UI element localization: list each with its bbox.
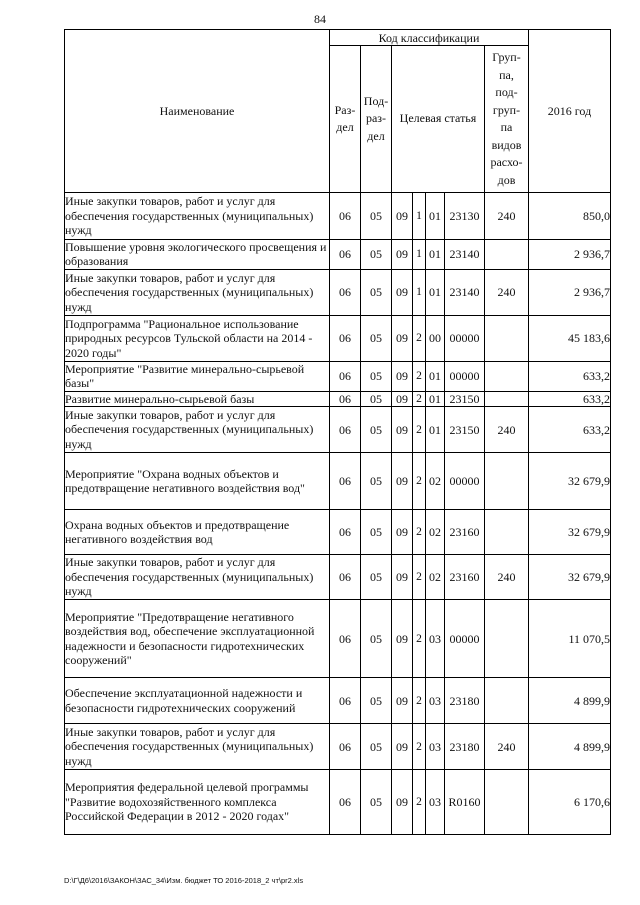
cell-program: 09 <box>392 600 413 678</box>
cell-amount: 633,2 <box>529 407 611 453</box>
table-row <box>65 770 611 835</box>
cell-program: 09 <box>392 678 413 724</box>
cell-direction: 23140 <box>445 269 485 315</box>
cell-event: 00 <box>426 315 445 361</box>
header-name: Наименование <box>65 30 330 193</box>
cell-subprogram: 1 <box>413 269 426 315</box>
cell-razdel: 06 <box>330 510 361 555</box>
cell-subprogram: 2 <box>413 600 426 678</box>
cell-direction: 23160 <box>445 555 485 600</box>
cell-podrazdel: 05 <box>361 240 392 270</box>
cell-expense-type <box>485 391 529 406</box>
cell-direction: 23140 <box>445 240 485 270</box>
cell-subprogram: 2 <box>413 510 426 555</box>
cell-amount: 633,2 <box>529 361 611 391</box>
cell-podrazdel: 05 <box>361 600 392 678</box>
cell-program: 09 <box>392 361 413 391</box>
row-name: Иные закупки товаров, работ и услуг для обеспечения государственных (муниципальных) нужд <box>65 193 330 240</box>
cell-program: 09 <box>392 193 413 240</box>
cell-direction: 23150 <box>445 391 485 406</box>
cell-expense-type <box>485 510 529 555</box>
cell-razdel: 06 <box>330 391 361 406</box>
page-number: 84 <box>314 12 326 26</box>
header-section: Раз- дел <box>330 46 361 193</box>
row-name: Мероприятие "Развитие минерально-сырьевой базы" <box>65 361 330 391</box>
table-row <box>65 453 611 510</box>
cell-amount: 11 070,5 <box>529 600 611 678</box>
cell-amount: 4 899,9 <box>529 724 611 770</box>
cell-razdel: 06 <box>330 361 361 391</box>
cell-amount: 32 679,9 <box>529 555 611 600</box>
cell-amount: 633,2 <box>529 391 611 406</box>
table-row <box>65 361 611 391</box>
table-row <box>65 269 611 315</box>
cell-subprogram: 2 <box>413 407 426 453</box>
row-name: Иные закупки товаров, работ и услуг для обеспечения государственных (муниципальных) нужд <box>65 555 330 600</box>
cell-program: 09 <box>392 510 413 555</box>
table-row <box>65 407 611 453</box>
row-name: Мероприятие "Охрана водных объектов и предотвращение негативного воздействия вод" <box>65 453 330 510</box>
cell-event: 02 <box>426 510 445 555</box>
cell-razdel: 06 <box>330 555 361 600</box>
cell-podrazdel: 05 <box>361 770 392 835</box>
cell-event: 01 <box>426 240 445 270</box>
cell-razdel: 06 <box>330 724 361 770</box>
cell-podrazdel: 05 <box>361 453 392 510</box>
cell-podrazdel: 05 <box>361 510 392 555</box>
cell-event: 01 <box>426 361 445 391</box>
cell-expense-type <box>485 678 529 724</box>
row-name: Охрана водных объектов и предотвращение негативного воздействия вод <box>65 510 330 555</box>
cell-program: 09 <box>392 315 413 361</box>
row-name: Иные закупки товаров, работ и услуг для обеспечения государственных (муниципальных) нужд <box>65 269 330 315</box>
table-row <box>65 193 611 240</box>
cell-direction: 23180 <box>445 724 485 770</box>
cell-direction: R0160 <box>445 770 485 835</box>
cell-expense-type <box>485 315 529 361</box>
cell-podrazdel: 05 <box>361 193 392 240</box>
row-name: Обеспечение эксплуатационной надежности и безопасности гидротехнических сооружений <box>65 678 330 724</box>
cell-direction: 00000 <box>445 315 485 361</box>
cell-razdel: 06 <box>330 453 361 510</box>
header-group: Груп- па, под- груп- па видов расхо- дов <box>485 46 529 193</box>
row-name: Повышение уровня экологического просвещения и образования <box>65 240 330 270</box>
cell-subprogram: 2 <box>413 315 426 361</box>
header-classification: Код классификации <box>330 30 529 46</box>
header-subsection: Под- раз- дел <box>361 46 392 193</box>
table-row <box>65 678 611 724</box>
cell-amount: 850,0 <box>529 193 611 240</box>
cell-expense-type: 240 <box>485 193 529 240</box>
cell-program: 09 <box>392 724 413 770</box>
cell-expense-type: 240 <box>485 269 529 315</box>
cell-event: 01 <box>426 193 445 240</box>
cell-razdel: 06 <box>330 269 361 315</box>
cell-amount: 45 183,6 <box>529 315 611 361</box>
cell-razdel: 06 <box>330 240 361 270</box>
cell-podrazdel: 05 <box>361 555 392 600</box>
cell-podrazdel: 05 <box>361 391 392 406</box>
cell-amount: 4 899,9 <box>529 678 611 724</box>
row-name: Подпрограмма "Рациональное использование природных ресурсов Тульской области на 2014 - 2020 годы" <box>65 315 330 361</box>
cell-amount: 32 679,9 <box>529 453 611 510</box>
cell-amount: 32 679,9 <box>529 510 611 555</box>
row-name: Мероприятие "Предотвращение негативного воздействия вод, обеспечение эксплуатационной надежности и безопасности гидротехнических сооружений" <box>65 600 330 678</box>
table-header <box>65 30 611 193</box>
cell-podrazdel: 05 <box>361 269 392 315</box>
cell-event: 01 <box>426 407 445 453</box>
cell-program: 09 <box>392 391 413 406</box>
cell-direction: 00000 <box>445 600 485 678</box>
cell-amount: 6 170,6 <box>529 770 611 835</box>
cell-program: 09 <box>392 555 413 600</box>
cell-podrazdel: 05 <box>361 407 392 453</box>
cell-event: 03 <box>426 600 445 678</box>
cell-expense-type: 240 <box>485 407 529 453</box>
cell-event: 01 <box>426 269 445 315</box>
cell-razdel: 06 <box>330 770 361 835</box>
table-row <box>65 724 611 770</box>
cell-event: 03 <box>426 770 445 835</box>
cell-razdel: 06 <box>330 315 361 361</box>
table-row <box>65 555 611 600</box>
cell-podrazdel: 05 <box>361 678 392 724</box>
cell-expense-type <box>485 600 529 678</box>
cell-subprogram: 2 <box>413 391 426 406</box>
budget-table <box>64 29 611 835</box>
cell-expense-type <box>485 453 529 510</box>
cell-subprogram: 2 <box>413 770 426 835</box>
cell-podrazdel: 05 <box>361 315 392 361</box>
row-name: Развитие минерально-сырьевой базы <box>65 391 330 406</box>
cell-razdel: 06 <box>330 193 361 240</box>
cell-event: 02 <box>426 453 445 510</box>
table-row <box>65 315 611 361</box>
header-year: 2016 год <box>529 30 611 193</box>
header-target: Целевая статья <box>392 46 485 193</box>
cell-razdel: 06 <box>330 407 361 453</box>
cell-expense-type: 240 <box>485 724 529 770</box>
cell-subprogram: 2 <box>413 724 426 770</box>
cell-podrazdel: 05 <box>361 724 392 770</box>
cell-subprogram: 2 <box>413 555 426 600</box>
cell-direction: 23150 <box>445 407 485 453</box>
cell-direction: 00000 <box>445 453 485 510</box>
file-path-footer: D:\Г\Д6\2016\ЗАКОН\ЗАС_34\Изм. бюджет ТО 2016-2018_2 чт\pr2.xls <box>64 876 304 885</box>
cell-subprogram: 1 <box>413 193 426 240</box>
cell-subprogram: 1 <box>413 240 426 270</box>
cell-event: 01 <box>426 391 445 406</box>
cell-subprogram: 2 <box>413 678 426 724</box>
cell-subprogram: 2 <box>413 453 426 510</box>
cell-program: 09 <box>392 407 413 453</box>
row-name: Иные закупки товаров, работ и услуг для обеспечения государственных (муниципальных) нужд <box>65 724 330 770</box>
cell-expense-type <box>485 770 529 835</box>
cell-podrazdel: 05 <box>361 361 392 391</box>
cell-expense-type: 240 <box>485 555 529 600</box>
table-body <box>65 193 611 835</box>
cell-direction: 23130 <box>445 193 485 240</box>
cell-program: 09 <box>392 770 413 835</box>
table-row <box>65 391 611 406</box>
cell-amount: 2 936,7 <box>529 240 611 270</box>
row-name: Иные закупки товаров, работ и услуг для обеспечения государственных (муниципальных) нужд <box>65 407 330 453</box>
cell-event: 02 <box>426 555 445 600</box>
cell-razdel: 06 <box>330 678 361 724</box>
cell-direction: 00000 <box>445 361 485 391</box>
cell-direction: 23160 <box>445 510 485 555</box>
cell-expense-type <box>485 361 529 391</box>
cell-event: 03 <box>426 678 445 724</box>
table-row <box>65 240 611 270</box>
row-name: Мероприятия федеральной целевой программы "Развитие водохозяйственного комплекса Российской Федерации в 2012 - 2020 годах" <box>65 770 330 835</box>
table-row <box>65 600 611 678</box>
cell-program: 09 <box>392 269 413 315</box>
cell-program: 09 <box>392 453 413 510</box>
cell-program: 09 <box>392 240 413 270</box>
cell-amount: 2 936,7 <box>529 269 611 315</box>
cell-razdel: 06 <box>330 600 361 678</box>
cell-direction: 23180 <box>445 678 485 724</box>
table-row <box>65 510 611 555</box>
cell-subprogram: 2 <box>413 361 426 391</box>
cell-event: 03 <box>426 724 445 770</box>
cell-expense-type <box>485 240 529 270</box>
